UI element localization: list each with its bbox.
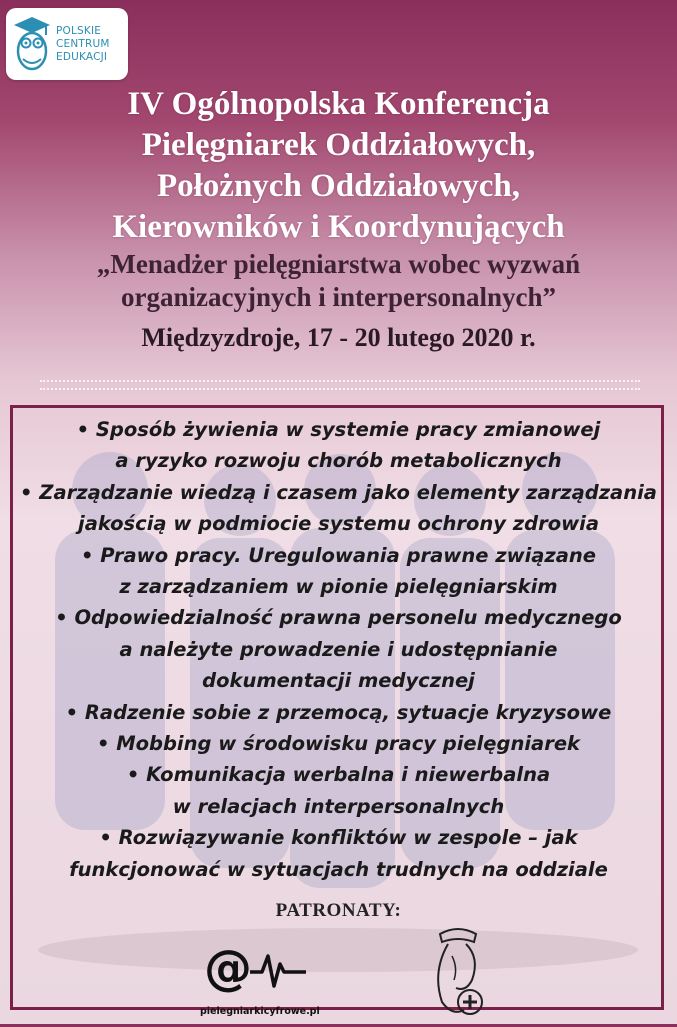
topic-line: funkcjonować w sytuacjach trudnych na oddziale	[69, 857, 608, 881]
dotted-divider	[40, 380, 640, 390]
conference-header	[0, 84, 677, 358]
at-heartbeat-icon	[200, 938, 310, 1000]
pielegniarki-cyfrowe-logo	[200, 938, 320, 1018]
topic-line: • Mobbing w środowisku pracy pielęgniarek	[96, 732, 581, 756]
topic-line: a należyte prowadzenie i udostępnianie	[119, 637, 558, 661]
topic-line: • Rozwiązywanie konfliktów w zespole – jak	[99, 826, 578, 850]
title-line-1: IV Ogólnopolska Konferencja	[127, 86, 550, 122]
title-line-3: Położnych Oddziałowych,	[156, 168, 521, 204]
topic-line: • Prawo pracy. Uregulowania prawne związane	[80, 543, 597, 567]
svg-text:@: @	[204, 940, 252, 996]
topic-line: jakością w podmiocie systemu ochrony zdrowia	[78, 512, 599, 536]
logo-line-1: POLSKIE	[56, 24, 102, 37]
topic-4	[0, 602, 677, 696]
title-line-2: Pielęgniarek Oddziałowych,	[141, 127, 536, 163]
patron1-caption: pielegniarkicyfrowe.pl	[200, 1006, 320, 1017]
polskie-centrum-edukacji-logo	[6, 8, 128, 80]
conference-date: Międzyzdroje, 17 - 20 lutego 2020 r.	[141, 323, 536, 352]
topic-line: • Odpowiedzialność prawna personelu medycznego	[55, 606, 622, 630]
logo-line-2: CENTRUM	[56, 37, 110, 50]
topic-line: • Radzenie sobie z przemocą, sytuacje kryzysowe	[65, 700, 612, 724]
subtitle-line-1: „Menadżer pielęgniarstwa wobec wyzwań	[96, 249, 581, 279]
nurse-emblem-icon	[418, 922, 498, 1022]
title-line-4: Kierowników i Koordynujących	[112, 209, 565, 245]
topic-6	[0, 728, 677, 759]
owl-logo-icon	[12, 15, 52, 73]
topic-2	[0, 477, 677, 540]
topic-3	[0, 540, 677, 603]
topic-7	[0, 759, 677, 822]
topics-list	[0, 414, 677, 885]
topic-line: a ryzyko rozwoju chorób metabolicznych	[115, 449, 562, 473]
topic-line: dokumentacji medycznej	[202, 669, 475, 693]
subtitle-line-2: organizacyjnych i interpersonalnych”	[121, 282, 556, 312]
topic-line: • Sposób żywienia w systemie pracy zmianowej	[76, 418, 601, 441]
topic-line: z zarządzaniem w pionie pielęgniarskim	[119, 575, 558, 599]
nurse-emblem-logo	[418, 922, 498, 1022]
topic-line: • Komunikacja werbalna i niewerbalna	[126, 763, 551, 787]
topic-line: w relacjach interpersonalnych	[172, 794, 505, 818]
patronage-heading: PATRONATY:	[275, 900, 402, 921]
logo-line-3: EDUKACJI	[56, 50, 108, 63]
topic-5	[0, 697, 677, 728]
topic-8	[0, 822, 677, 885]
logo-text	[56, 25, 110, 64]
topic-line: • Zarządzanie wiedzą i czasem jako elementy zarządzania	[20, 480, 657, 504]
topic-1	[0, 414, 677, 477]
